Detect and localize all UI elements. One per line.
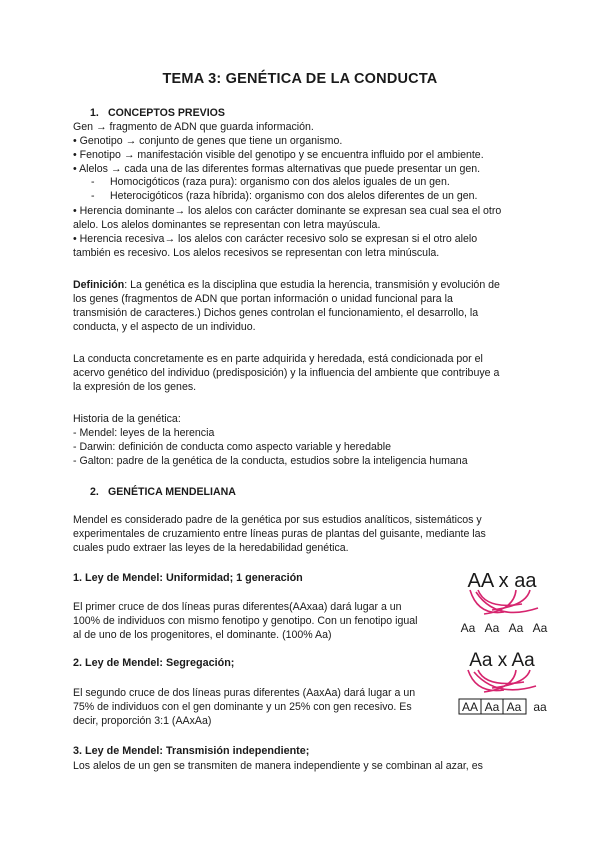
historia-item: - Mendel: leyes de la herencia — [73, 427, 215, 439]
historia-item: - Darwin: definición de conducta como aspecto variable y heredable — [73, 441, 391, 453]
mendel-intro-line2: experimentales de cruzamiento entre líneas puras de plantas del guisante, mediante las — [73, 528, 486, 540]
heterocigoticos-item: Heterocigóticos (raza híbrida): organismo con dos alelos diferentes de un gen. — [110, 190, 478, 202]
cross-1-offspring: Aa — [484, 621, 500, 635]
cross-diagram-1 — [456, 566, 551, 638]
cross-2-offspring: aa — [533, 700, 547, 714]
ley-3-line1: Los alelos de un gen se transmiten de manera independiente y se combinan al azar, es — [73, 760, 483, 772]
cross-1-offspring: Aa — [508, 621, 524, 635]
ley-1-line3: al de uno de los progenitores, el dominante. (100% Aa) — [73, 629, 332, 641]
cross-diagram-2 — [456, 648, 552, 716]
fenotipo-bullet: • Fenotipo → manifestación visible del genotipo y se encuentra influido por el ambiente. — [73, 149, 484, 161]
ley-2-line3: decir, proporción 3:1 (AAxAa) — [73, 715, 212, 727]
cross-1-offspring: Aa — [532, 621, 548, 635]
mendel-intro-line1: Mendel es considerado padre de la genética por sus estudios analíticos, sistemáticos y — [73, 514, 482, 526]
definicion-line1 — [73, 278, 500, 292]
herencia-dominante-line1: • Herencia dominante→ los alelos con carácter dominante se expresan sea cual sea el otro — [73, 205, 502, 217]
heterocigoticos-dash: - — [91, 190, 95, 202]
ley-1-line1: El primer cruce de dos líneas puras diferentes(AAxaa) dará lugar a un — [73, 601, 402, 613]
gen-definition: Gen → fragmento de ADN que guarda información. — [73, 121, 314, 133]
cross-2-offspring: AA — [461, 700, 479, 714]
herencia-recesiva-line1: • Herencia recesiva→ los alelos con carácter recesivo solo se expresan si el otro alelo — [73, 233, 478, 245]
definicion-line4: conducta, y el aspecto de un individuo. — [73, 321, 256, 333]
definicion-line2: los genes (fragmentos de ADN que portan información o unidad funcional para la — [73, 293, 453, 305]
cross-2-parents: Aa x Aa — [469, 650, 535, 671]
ley-2-line1: El segundo cruce de dos líneas puras diferentes (AaxAa) dará lugar a un — [73, 687, 416, 699]
section-1-number: 1. — [90, 107, 99, 119]
section-2-number: 2. — [90, 486, 99, 498]
section-1-heading: CONCEPTOS PREVIOS — [108, 107, 225, 119]
cross-2-offspring: Aa — [506, 700, 522, 714]
conducta-line1: La conducta concretamente es en parte adquirida y heredada, está condicionada por el — [73, 353, 483, 365]
herencia-recesiva-line2: también es recesivo. Los alelos recesivos se representan con letra minúscula. — [73, 247, 440, 259]
historia-heading: Historia de la genética: — [73, 413, 181, 425]
genotipo-bullet: • Genotipo → conjunto de genes que tiene un organismo. — [73, 135, 343, 147]
ley-1-heading: 1. Ley de Mendel: Uniformidad; 1 generación — [73, 572, 303, 584]
cross-2-arc — [492, 670, 530, 688]
conducta-line2: acervo genético del individuo (predisposición) y la influencia del ambiente que contribuye a — [73, 367, 500, 379]
ley-3-heading: 3. Ley de Mendel: Transmisión independiente; — [73, 745, 310, 757]
cross-1-parents: AA x aa — [467, 570, 537, 592]
cross-2-offspring: Aa — [484, 700, 500, 714]
alelos-bullet: • Alelos → cada una de las diferentes formas alternativas que puede presentar un gen. — [73, 163, 481, 175]
ley-2-heading: 2. Ley de Mendel: Segregación; — [73, 657, 235, 669]
herencia-dominante-line2: alelo. Los alelos dominantes se representan con letra mayúscula. — [73, 219, 381, 231]
conducta-line3: la expresión de los genes. — [73, 381, 197, 393]
ley-2-line2: 75% de individuos con el gen dominante y un 25% con gen recesivo. Es — [73, 701, 412, 713]
homocigoticos-item: Homocigóticos (raza pura): organismo con dos alelos iguales de un gen. — [110, 176, 450, 188]
homocigoticos-dash: - — [91, 176, 95, 188]
cross-1-offspring: Aa — [460, 621, 476, 635]
cross-1-arc — [492, 590, 530, 610]
definicion-text-1: : La genética es la disciplina que estudia la herencia, transmisión y evolución de — [124, 279, 500, 291]
definicion-line3: transmisión de caracteres.) Dichos genes controlan el funcionamiento, el desarrollo, la — [73, 307, 479, 319]
ley-1-line2: 100% de individuos con mismo fenotipo y genotipo. Con un fenotipo igual — [73, 615, 418, 627]
definicion-label: Definición — [73, 279, 125, 291]
section-2-heading: GENÉTICA MENDELIANA — [108, 486, 236, 498]
mendel-intro-line3: cuales pudo extraer las leyes de la heredabilidad genética. — [73, 542, 349, 554]
historia-item: - Galton: padre de la genética de la conducta, estudios sobre la inteligencia humana — [73, 455, 468, 467]
page-title: TEMA 3: GENÉTICA DE LA CONDUCTA — [162, 71, 438, 87]
